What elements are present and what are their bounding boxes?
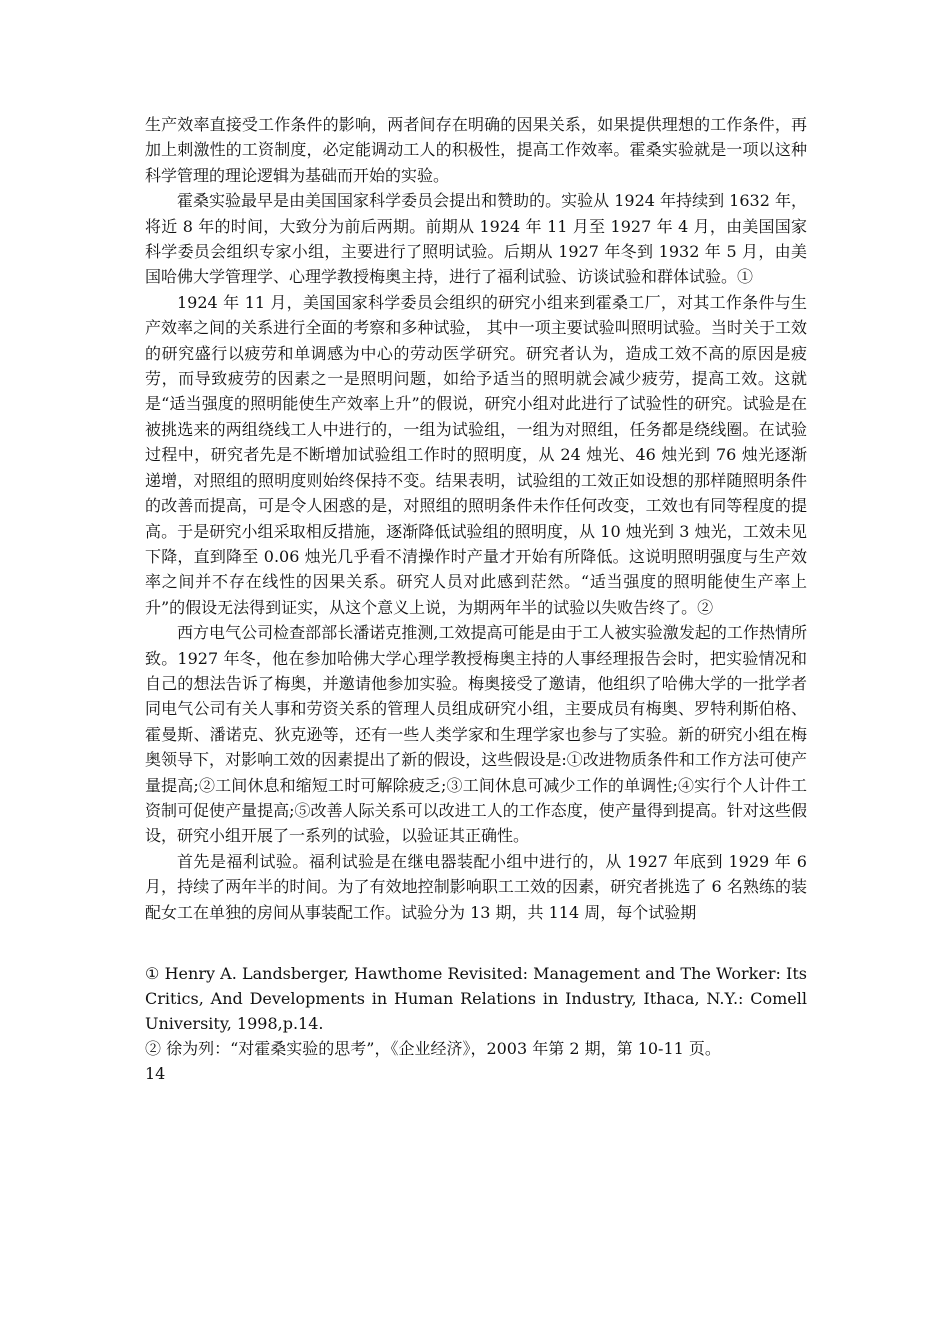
footnotes xyxy=(145,961,807,1061)
footnote-gap xyxy=(145,925,807,961)
paragraph: 生产效率直接受工作条件的影响，两者间存在明确的因果关系，如果提供理想的工作条件，再加上刺激性的工资制度，必定能调动工人的积极性，提高工作效率。霍桑实验就是一项以这种科学管理的理论逻辑为基础而开始的实验。 xyxy=(145,115,807,185)
document-page xyxy=(145,112,807,1086)
footnote: ① Henry A. Landsberger, Hawthome Revisited: Management and The Worker: Its Critics, And Developments in Human Relations in Industry, Ithaca, N.Y.: Comell University, 1998,p.14. xyxy=(145,964,807,1033)
page-number: 14 xyxy=(145,1064,166,1083)
paragraph: 1924 年 11 月，美国国家科学委员会组织的研究小组来到霍桑工厂，对其工作条件与生产效率之间的关系进行全面的考察和多种试验， 其中一项主要试验叫照明试验。当时关于工效的研究盛行以疲劳和单调感为中心的劳动医学研究。研究者认为，造成工效不高的原因是疲劳，而导致疲劳的因素之一是照明问题，如给予适当的照明就会减少疲劳，提高工效。这就是“适当强度的照明能使生产效率上升”的假说，研究小组对此进行了试验性的研究。试验是在被挑选来的两组绕线工人中进行的，一组为试验组，一组为对照组，任务都是绕线圈。在试验过程中，研究者先是不断增加试验组工作时的照明度，从 24 烛光、46 烛光到 76 烛光逐渐递增，对照组的照明度则始终保持不变。结果表明，试验组的工效正如设想的那样随照明条件的改善而提高，可是令人困惑的是，对照组的照明条件未作任何改变，工效也有同等程度的提高。于是研究小组采取相反措施，逐渐降低试验组的照明度，从 10 烛光到 3 烛光，工效未见下降，直到降至 0.06 烛光几乎看不清操作时产量才开始有所降低。这说明照明强度与生产效率之间并不存在线性的因果关系。研究人员对此感到茫然。“适当强度的照明能使生产率上升”的假设无法得到证实，从这个意义上说，为期两年半的试验以失败告终了。② xyxy=(145,292,807,617)
paragraph: 首先是福利试验。福利试验是在继电器装配小组中进行的，从 1927 年底到 1929 年 6 月，持续了两年半的时间。为了有效地控制影响职工工效的因素，研究者挑选了 6 名熟练的装配女工在单独的房间从事装配工作。试验分为 13 期，共 114 周，每个试验期 xyxy=(145,851,807,922)
paragraph: 霍桑实验最早是由美国国家科学委员会提出和赞助的。实验从 1924 年持续到 1632 年，将近 8 年的时间，大致分为前后两期。前期从 1924 年 11 月至 1927 年 4 月，由美国国家科学委员会组织专家小组，主要进行了照明试验。后期从 1927 年冬到 1932 年 5 月，由美国哈佛大学管理学、心理学教授梅奥主持，进行了福利试验、访谈试验和群体试验。① xyxy=(145,191,807,287)
paragraph: 西方电气公司检查部部长潘诺克推测,工效提高可能是由于工人被实验激发起的工作热情所致。1927 年冬，他在参加哈佛大学心理学教授梅奥主持的人事经理报告会时，把实验情况和自己的想法告诉了梅奥，并邀请他参加实验。梅奥接受了邀请，他组织了哈佛大学的一批学者同电气公司有关人事和劳资关系的管理人员组成研究小组，主要成员有梅奥、罗特利斯伯格、霍曼斯、潘诺克、狄克逊等，还有一些人类学家和生理学家也参与了实验。新的研究小组在梅奥领导下，对影响工效的因素提出了新的假设，这些假设是:①改进物质条件和工作方法可使产量提高;②工间休息和缩短工时可解除疲乏;③工间休息可减少工作的单调性;④实行个人计件工资制可促使产量提高;⑤改善人际关系可以改进工人的工作态度，使产量得到提高。针对这些假设，研究小组开展了一系列的试验，以验证其正确性。 xyxy=(145,623,807,846)
footnote: ② 徐为列：“对霍桑实验的思考”，《企业经济》，2003 年第 2 期，第 10-11 页。 xyxy=(145,1039,721,1058)
body-text xyxy=(145,112,807,925)
